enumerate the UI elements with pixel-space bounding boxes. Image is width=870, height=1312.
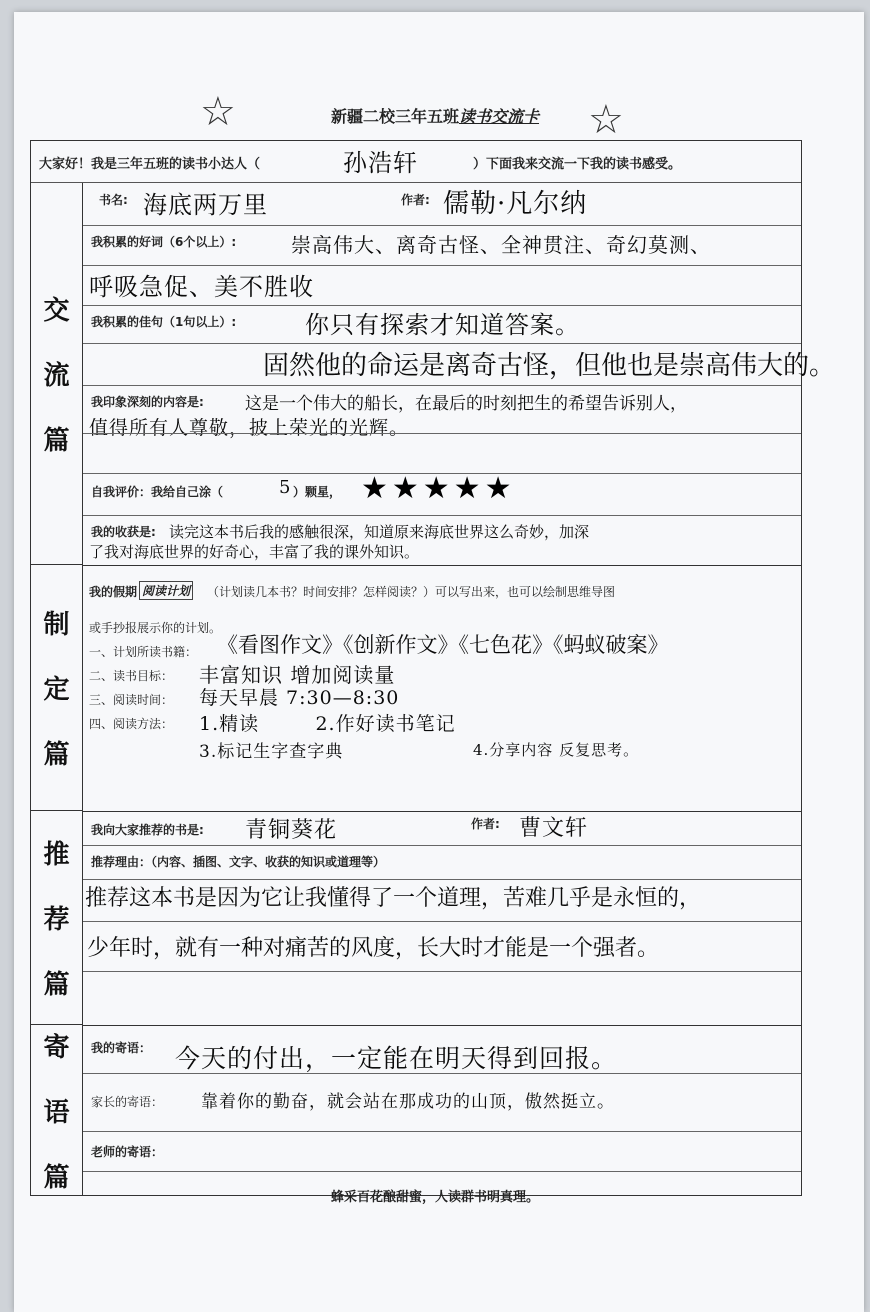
self-eval-value: 5	[279, 477, 292, 498]
recommend-author-value: 曹文轩	[519, 816, 589, 841]
section-char: 篇	[43, 1162, 70, 1193]
section-divider	[83, 1025, 801, 1026]
impression-label: 我印象深刻的内容是:	[91, 395, 204, 409]
divider	[83, 971, 801, 972]
section-char: 篇	[43, 426, 70, 456]
plan-time-label: 三、阅读时间：	[89, 693, 174, 707]
section-char: 交	[43, 296, 70, 326]
section-char: 制	[43, 610, 70, 640]
recommend-author-label: 作者:	[471, 817, 500, 831]
harvest-line-2: 了我对海底世界的好奇心，丰富了我的课外知识。	[89, 543, 420, 561]
my-message-label: 我的寄语：	[91, 1041, 152, 1055]
section-exchange	[31, 183, 83, 565]
section-recommend	[31, 811, 83, 1025]
teacher-message-label: 老师的寄语：	[91, 1145, 164, 1159]
harvest-line-1: 读完这本书后我的感触很深，知道原来海底世界这么奇妙，加深	[169, 523, 590, 541]
section-message	[31, 1025, 83, 1195]
words-label: 我积累的好词（6个以上）:	[91, 235, 237, 249]
divider	[83, 515, 801, 516]
page-title	[0, 104, 870, 127]
intro-prefix: 大家好！我是三年五班的读书小达人（	[39, 157, 261, 172]
star-outline-icon: ☆	[588, 97, 624, 143]
plan-intro-line-2: 或手抄报展示你的计划。	[89, 621, 222, 635]
intro-suffix: ）下面我来交流一下我的读书感受。	[473, 157, 682, 172]
author-label: 作者:	[401, 193, 430, 207]
book-label: 书名:	[99, 193, 128, 207]
impression-line-2: 值得所有人尊敬，披上荣光的光辉。	[89, 417, 410, 439]
plan-intro-suffix: （计划读几本书？时间安排？怎样阅读？）可以写出来，也可以绘制思维导图	[207, 585, 616, 599]
star-outline-icon: ☆	[200, 89, 236, 135]
section-char: 荐	[43, 905, 70, 935]
section-char: 篇	[43, 970, 70, 1000]
section-char: 推	[43, 840, 70, 870]
impression-line-1: 这是一个伟大的船长，在最后的时刻把生的希望告诉别人，	[245, 394, 687, 414]
plan-time-value: 每天早晨 7:30—8:30	[199, 687, 400, 709]
plan-intro-prefix: 我的假期	[89, 585, 138, 599]
divider	[83, 1073, 801, 1074]
intro-row	[31, 141, 801, 183]
sentence-line-1: 你只有探索才知道答案。	[305, 311, 580, 339]
section-divider	[83, 811, 801, 812]
divider	[83, 845, 801, 846]
self-eval-label: 自我评价：我给自己涂（	[91, 485, 224, 499]
words-line-1: 崇高伟大、离奇古怪、全神贯注、奇幻莫测、	[291, 233, 711, 257]
section-char: 篇	[43, 740, 70, 770]
self-eval-suffix: ）颗星，	[293, 485, 342, 499]
plan-method-line-2a: 3.标记生字查字典	[199, 742, 344, 762]
student-name: 孙浩轩	[343, 149, 418, 177]
plan-method-label: 四、阅读方法：	[89, 717, 174, 731]
parent-message-label: 家长的寄语：	[91, 1095, 164, 1109]
harvest-label: 我的收获是:	[91, 525, 156, 539]
section-divider	[83, 565, 801, 566]
section-plan	[31, 565, 83, 811]
reading-card	[30, 140, 836, 1196]
my-message-value: 今天的付出，一定能在明天得到回报。	[175, 1044, 618, 1073]
section-char: 流	[43, 361, 70, 391]
star-rating: ★★★★★	[361, 471, 516, 506]
parent-message-value: 靠着你的勤奋，就会站在那成功的山顶，傲然挺立。	[201, 1092, 615, 1112]
divider	[83, 1171, 801, 1172]
title-highlight: 读书交流卡	[459, 107, 540, 126]
plan-goal-value: 丰富知识 增加阅读量	[199, 663, 396, 687]
divider	[83, 225, 801, 226]
plan-method-line-2b: 4.分享内容 反复思考。	[473, 741, 640, 759]
plan-goal-label: 二、读书目标：	[89, 669, 174, 683]
recommend-reason-line-2: 少年时，就有一种对痛苦的风度，长大时才能是一个强者。	[87, 936, 660, 961]
divider	[83, 921, 801, 922]
divider	[83, 879, 801, 880]
sentence-line-2: 固然他的命运是离奇古怪，但他也是崇高伟大的。	[263, 351, 836, 381]
recommend-book-label: 我向大家推荐的书是:	[91, 823, 204, 837]
plan-method-line-1: 1.精读 2.作好读书笔记	[199, 713, 456, 735]
divider	[83, 265, 801, 266]
divider	[83, 433, 801, 434]
divider	[83, 343, 801, 344]
title-main: 新疆二校三年五班	[330, 107, 459, 126]
plan-books-label: 一、计划所读书籍：	[89, 645, 198, 659]
section-char: 寄	[43, 1032, 70, 1063]
recommend-reason-line-1: 推荐这本书是因为它让我懂得了一个道理，苦难几乎是永恒的，	[85, 886, 702, 911]
recommend-book-value: 青铜葵花	[245, 818, 338, 843]
divider	[83, 1131, 801, 1132]
section-char: 语	[43, 1097, 70, 1128]
plan-intro-boxed: 阅读计划	[139, 581, 193, 600]
recommend-reason-label: 推荐理由：（内容、插图、文字、收获的知识或道理等）	[91, 855, 386, 869]
footer-motto: 蜂采百花酿甜蜜，人读群书明真理。	[330, 1190, 539, 1205]
author-value: 儒勒·凡尔纳	[443, 189, 588, 219]
sentence-label: 我积累的佳句（1句以上）:	[91, 315, 237, 329]
words-line-2: 呼吸急促、美不胜收	[89, 273, 314, 301]
book-value: 海底两万里	[143, 191, 268, 219]
plan-books-value: 《看图作文》《创新作文》《七色花》《蚂蚁破案》	[217, 633, 669, 657]
divider	[83, 385, 801, 386]
section-char: 定	[43, 675, 70, 705]
